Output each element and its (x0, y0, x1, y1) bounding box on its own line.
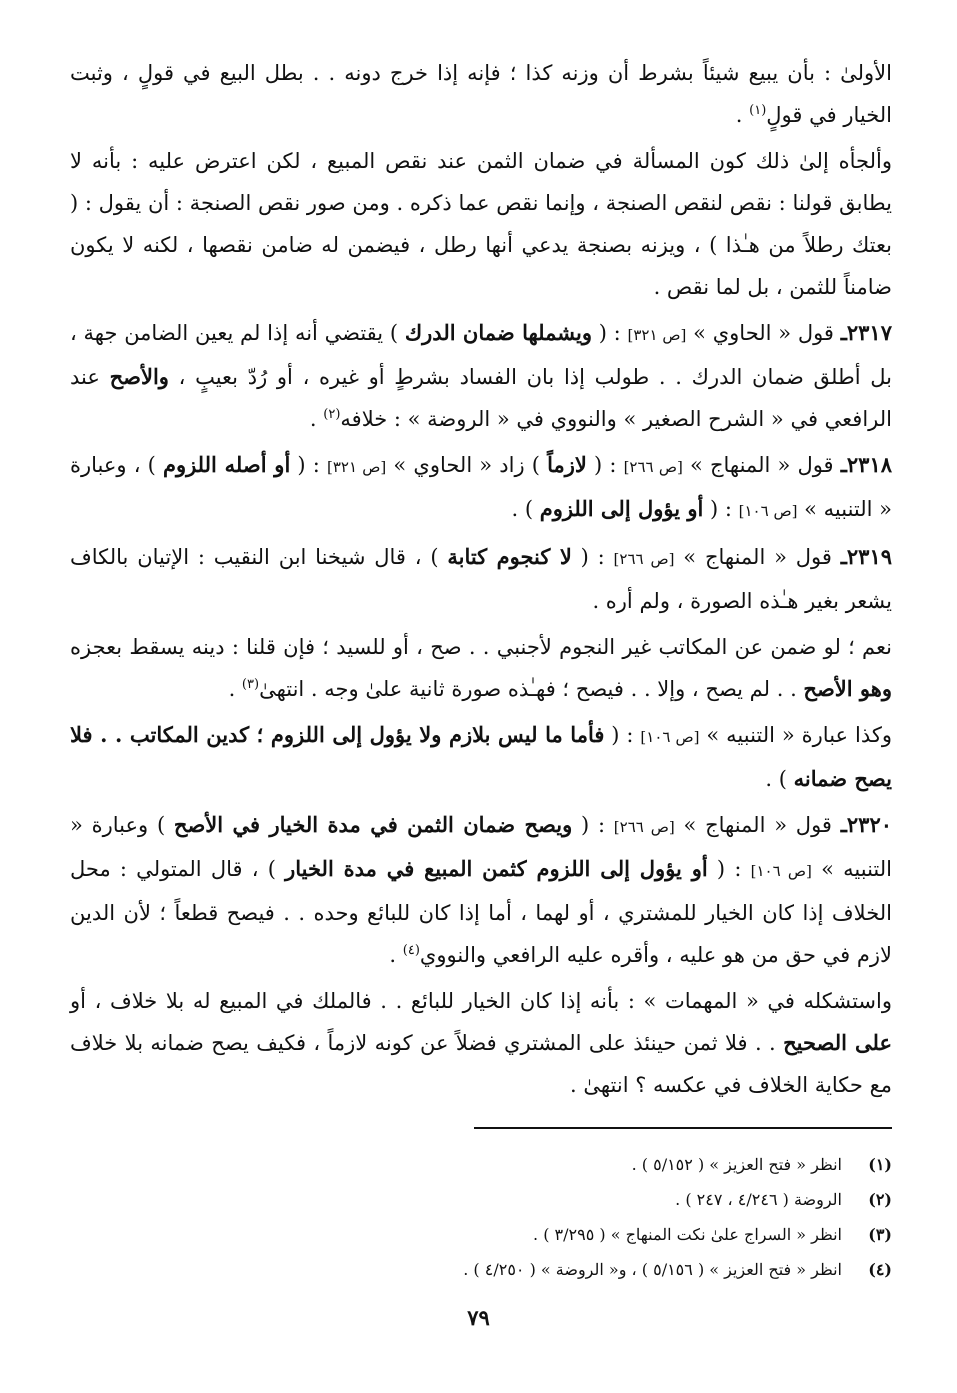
quoted-text: أو يؤول إلى اللزوم كثمن المبيع في مدة الخيار (285, 856, 708, 881)
footnote-4 (292, 1252, 892, 1287)
footnote-1 (292, 1147, 892, 1182)
emphasis: وهو الأصح (803, 676, 892, 701)
para-8-seg-11: . (389, 943, 403, 967)
footnote-3 (292, 1217, 892, 1252)
para-8-seg-3: : ( (572, 813, 614, 837)
footnote-number: (٤) (868, 1260, 892, 1279)
page-number: ٧٩ (467, 1305, 490, 1330)
para-3-seg-9: . (309, 407, 324, 431)
para-5-seg-5: ) ، قال شيخنا ابن النقيب : الإتيان بالكاف يشعر بغير هـٰذه الصورة ، ولم أره . (70, 545, 892, 613)
para-8-seg-9: ) ، قال المتولي : محل الخلاف إذا كان الخيار للمشتري ، أو لهما ، أما إذا كان للبائع وحده . . فيصح قطعاً ؛ لأن الدين لازم في حق من هو عليه ، وأقره عليه الرافعي والنووي (70, 857, 892, 967)
quoted-text: أو يؤول إلى اللزوم (539, 496, 704, 521)
footnote-2 (292, 1182, 892, 1217)
paragraph-2 (70, 140, 892, 308)
entry-number-2318: ٢٣١٨ـ (840, 452, 893, 477)
para-6-seg-4: . (228, 677, 242, 701)
para-8-seg-1: قول « المنهاج » (674, 813, 841, 837)
paragraph-3 (70, 312, 892, 440)
page-reference: [ص ١٠٦] (640, 728, 700, 746)
quoted-text: لازماً (547, 452, 587, 477)
para-8-seg-5: ) وعبارة « التنبيه » (70, 813, 892, 881)
footnote-number: (٣) (868, 1225, 892, 1244)
page-reference: [ص ٣٢١] (627, 326, 687, 344)
footnote-number: (٢) (868, 1190, 892, 1209)
page-reference: [ص ١٠٦] (750, 862, 812, 880)
quoted-text: فأما ما ليس بلازم ولا يؤول إلى اللزوم ؛ كدين المكاتب . . فلا يصح ضمانه (70, 722, 892, 791)
footnote-ref-4: (٤) (402, 943, 420, 958)
para-7-seg-2: : ( (604, 723, 641, 747)
footnote-ref-3: (٣) (241, 677, 260, 692)
quoted-text: ويشملها ضمان الدرك (404, 320, 592, 345)
page-reference: [ص ٢٦٦] (613, 550, 675, 568)
para-3-seg-5: ) يقتضي أنه إذا لم يعين الضامن جهة ، بل أطلق ضمان الدرك . . طولب إذا بان الفساد بشرطٍ أو غيره ، أو رُدّ بعيبٍ ، (70, 321, 892, 389)
para-4-seg-11: : ( (703, 497, 739, 521)
para-4-seg-1: قول « المنهاج » (682, 453, 841, 477)
paragraph-9 (70, 980, 892, 1106)
footnotes (292, 1147, 892, 1287)
paragraph-5 (70, 536, 892, 622)
page-reference: [ص ٣٢١] (326, 458, 387, 476)
footnote-number: (١) (868, 1155, 892, 1174)
footnote-text: انظر « فتح العزيز » ( ٥/١٥٦ ) ، و« الروضة » ( ٤/٢٥٠ ) . (463, 1260, 842, 1279)
paragraph-1 (70, 52, 892, 136)
main-text (70, 52, 892, 1110)
para-4-seg-9: ) ، وعبارة « التنبيه » (70, 453, 892, 521)
page-reference: [ص ٢٦٦] (613, 818, 675, 836)
paragraph-4 (70, 444, 892, 532)
para-5-seg-3: : ( (571, 545, 614, 569)
entry-number-2317: ٢٣١٧ـ (840, 320, 892, 345)
quoted-text: ويصح ضمان الثمن في مدة الخيار في الأصح (173, 812, 573, 837)
footnote-divider (474, 1127, 892, 1129)
para-6-seg-0: نعم ؛ لو ضمن عن المكاتب غير النجوم لأجنبي . . صح ، أو للسيد ؛ فإن قلنا : دينه يسقط بعجزه (70, 635, 892, 659)
entry-number-2320: ٢٣٢٠ـ (840, 812, 893, 837)
para-4-seg-13: ) . (511, 497, 540, 521)
footnote-text: الروضة ( ٤/٢٤٦ ، ٢٤٧ ) . (675, 1190, 842, 1209)
para-5-seg-1: قول « المنهاج » (674, 545, 841, 569)
footnote-ref-2: (٢) (323, 407, 341, 422)
para-9-seg-0: واستشكله في « المهمات » : بأنه إذا كان الخيار للبائع . . فالملك في المبيع له بلا خلاف ، أو (70, 989, 892, 1013)
page-reference: [ص ١٠٦] (738, 502, 798, 520)
para-6-seg-2: . . لم يصح ، وإلا . . فيصح ؛ فهـٰذه صورة ثانية علىٰ وجه . انتهىٰ (259, 677, 804, 701)
paragraph-8 (70, 804, 892, 976)
footnote-text: انظر « فتح العزيز » ( ٥/١٥٢ ) . (631, 1155, 842, 1174)
page-reference: [ص ٢٦٦] (623, 458, 683, 476)
quoted-text: أو أصله اللزوم (162, 452, 291, 477)
entry-number-2319: ٢٣١٩ـ (840, 544, 893, 569)
footnote-ref-1: (١) (749, 103, 767, 118)
emphasis: والأصح (109, 364, 169, 389)
para-1-seg-0: الأولىٰ : بأن يبيع شيئاً بشرط أن وزنه كذا ؛ فإنه إذا خرج دونه . . بطل البيع في قولٍ ، وثبت الخيار في قولٍ (70, 61, 892, 127)
para-7-seg-4: ) . (765, 767, 794, 791)
emphasis: على الصحيح (783, 1030, 892, 1055)
footnote-text: انظر « السراج علىٰ نكت المنهاج » ( ٣/٢٩٥ ) . (533, 1225, 842, 1244)
paragraph-6 (70, 626, 892, 710)
paragraph-7 (70, 714, 892, 800)
para-4-seg-5: ) زاد « الحاوي » (386, 453, 548, 477)
para-2-seg-0: وألجأه إلىٰ ذلك كون المسألة في ضمان الثمن عند نقص المبيع ، لكن اعترض عليه : بأنه لا يطابق قولنا : نقص لنقص الصنجة ، وإنما نقص عما ذكره . ومن صور نقص الصنجة : أن يقول : ( بعتك رطلاً من هـٰذا ) ، ويزنه بصنجة يدعي أنها رطل ، فيضمن له ضامن نقصها ، لكنه لا يكون ضامناً للثمن ، بل لما نقص . (70, 149, 892, 299)
para-4-seg-3: : ( (586, 453, 624, 477)
quoted-text: لا كنجوم كتابة (447, 544, 572, 569)
para-3-seg-7: عند الرافعي في « الشرح الصغير » والنووي في « الروضة » : خلافه (70, 365, 892, 431)
para-8-seg-7: : ( (707, 857, 751, 881)
para-7-seg-0: وكذا عبارة « التنبيه » (699, 723, 892, 747)
para-9-seg-2: . . فلا ثمن حينئذ على المشتري فضلاً عن كونه لازماً ، فكيف يصح ضمانه بلا خلاف مع حكاية الخلاف في عكسه ؟ انتهىٰ . (70, 1031, 892, 1097)
para-1-seg-2: . (735, 103, 750, 127)
para-3-seg-3: : ( (592, 321, 628, 345)
para-4-seg-7: : ( (290, 453, 327, 477)
para-3-seg-1: قول « الحاوي » (686, 321, 841, 345)
